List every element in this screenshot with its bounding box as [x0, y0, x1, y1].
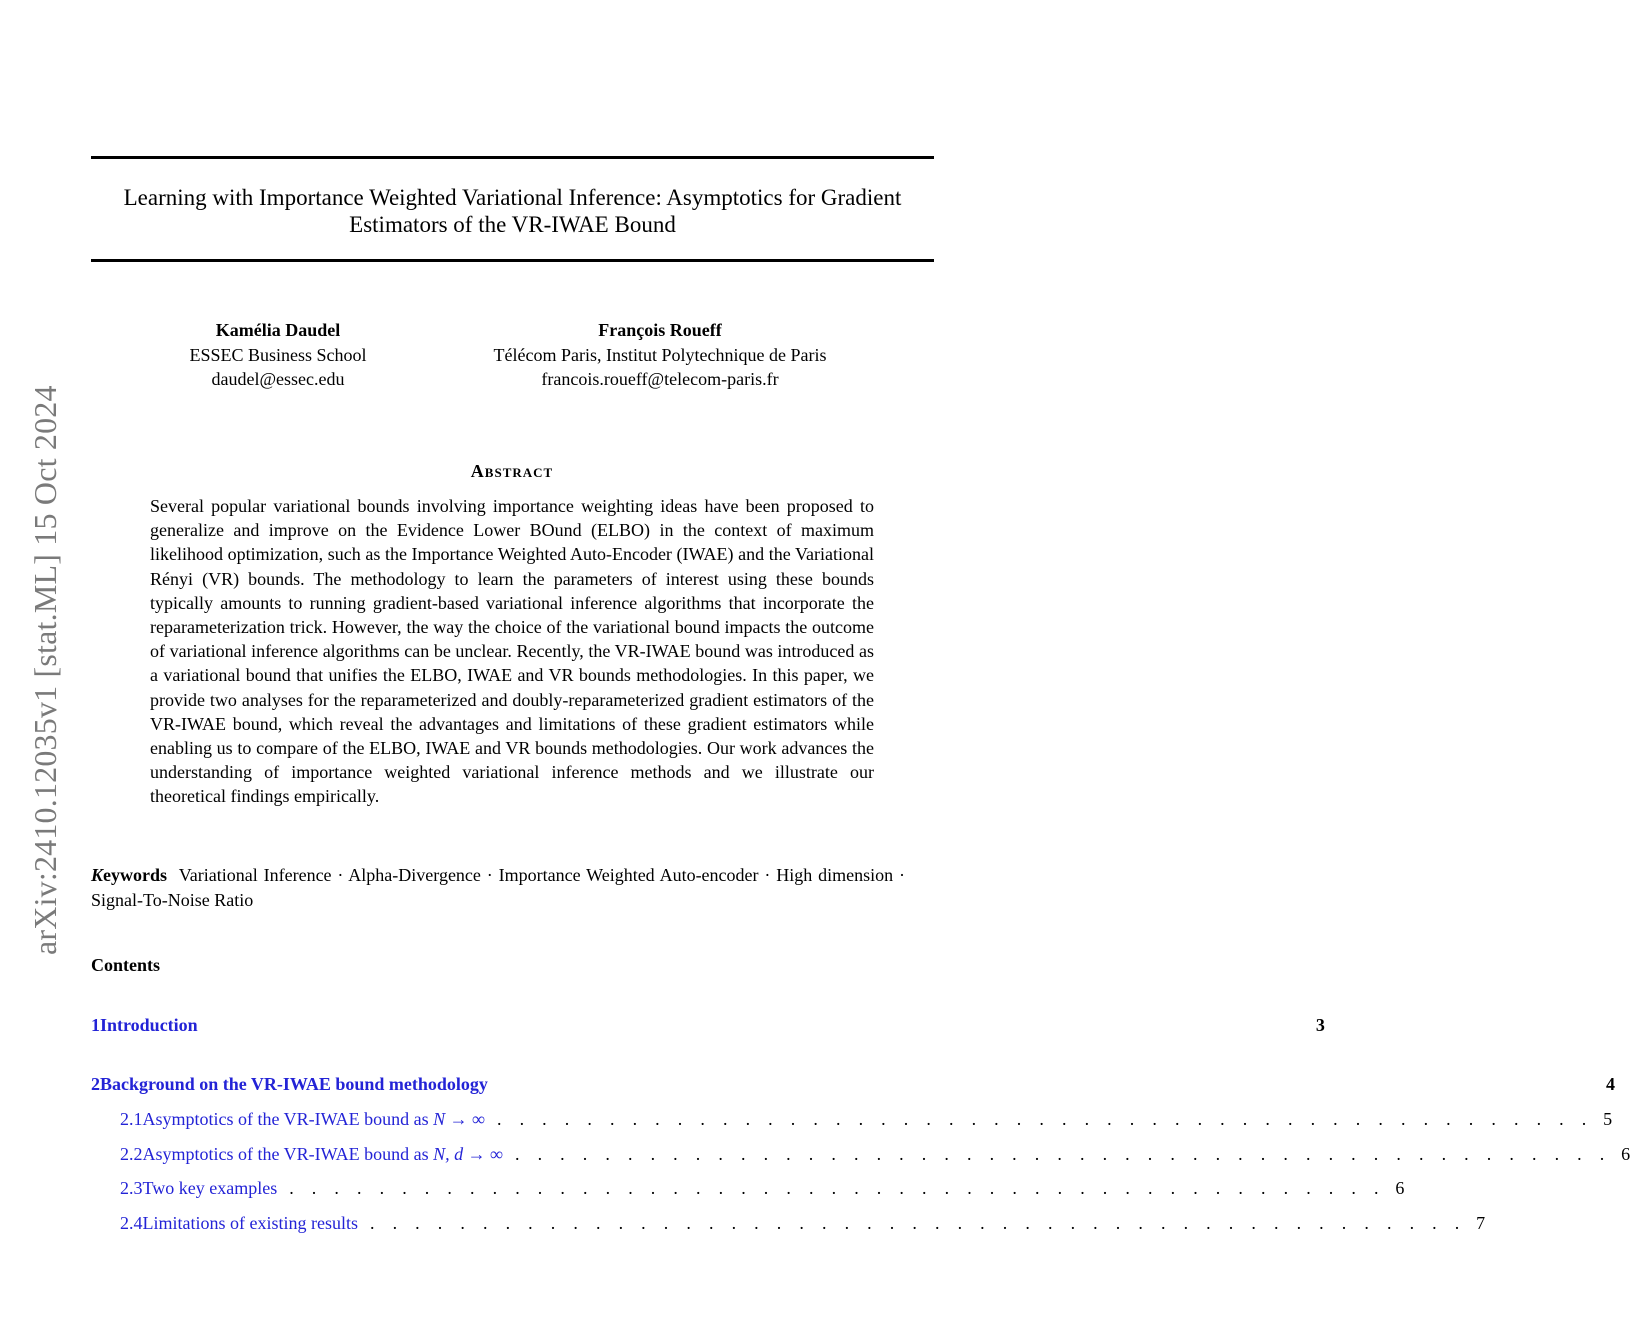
toc-number: 2.1	[120, 1109, 143, 1129]
keywords-label-initial: K	[91, 865, 104, 885]
toc-link-text: Asymptotics of the VR-IWAE bound as	[142, 1109, 429, 1129]
keywords-list: Variational Inference · Alpha-Divergence · Importance Weighted Auto-encoder · High dimension · Signal-To-Noise Ratio	[91, 865, 906, 910]
keywords-label-rest: eywords	[103, 865, 168, 885]
toc-page-number: 3	[1315, 1015, 1325, 1035]
author-block	[128, 318, 428, 392]
toc-leader: . . . . . . . . . . . . . . . . . . . . . . . . . . . . . . . . . . . . . . . . . . . . . . . . .	[289, 1178, 1386, 1198]
toc-page-number: 5	[1603, 1109, 1613, 1129]
author-affiliation: Télécom Paris, Institut Polytechnique de Paris	[493, 344, 827, 365]
toc-entry-asymptotics-nd[interactable]	[91, 1142, 1630, 1166]
toc-page-number: 4	[1606, 1074, 1616, 1094]
toc-page-number: 6	[1395, 1178, 1405, 1198]
toc-page-number: 6	[1621, 1144, 1630, 1164]
toc-number: 2.2	[120, 1144, 143, 1164]
abstract-heading: Abstract	[470, 461, 554, 481]
toc-number: 2.3	[120, 1178, 143, 1198]
toc-number: 2.4	[120, 1213, 143, 1233]
toc-link[interactable]: Introduction	[100, 1015, 198, 1035]
toc-leader: . . . . . . . . . . . . . . . . . . . . . . . . . . . . . . . . . . . . . . . . . . . . . . . . .	[369, 1213, 1467, 1233]
keywords	[91, 863, 905, 912]
title-bottom-rule	[91, 259, 934, 262]
toc-entry-introduction[interactable]	[91, 1013, 1325, 1037]
paper-title: Learning with Importance Weighted Variational Inference: Asymptotics for Gradient Estimators of the VR-IWAE Bound	[123, 185, 902, 237]
toc-number: 2	[91, 1074, 100, 1094]
title-top-rule	[91, 156, 934, 159]
author-email: daudel@essec.edu	[211, 369, 345, 389]
toc-math: N → ∞	[433, 1109, 485, 1129]
toc-link-text: Asymptotics of the VR-IWAE bound as	[142, 1144, 429, 1164]
toc-entry-background[interactable]	[91, 1072, 1616, 1096]
abstract-body: Several popular variational bounds involving importance weighting ideas have been proposed to generalize and improve on the Evidence Lower BOund (ELBO) in the context of maximum likelihood optimization, such as the Importance Weighted Auto-Encoder (IWAE) and the Variational Rényi (VR) bounds. The methodology to learn the parameters of interest using these bounds typically amounts to running gradient-based variational inference algorithms that incorporate the reparameterization trick. However, the way the choice of the variational bound impacts the outcome of variational inference algorithms can be unclear. Recently, the VR-IWAE bound was introduced as a variational bound that unifies the ELBO, IWAE and VR bounds methodologies. In this paper, we provide two analyses for the reparameterized and doubly-reparameterized gradient estimators of the VR-IWAE bound, which reveal the advantages and limitations of these gradient estimators while enabling us to compare of the ELBO, IWAE and VR bounds methodologies. Our work advances the understanding of importance weighted variational inference methods and we illustrate our theoretical findings empirically.	[150, 496, 874, 807]
contents-heading: Contents	[91, 955, 161, 975]
toc-link[interactable]	[143, 1142, 503, 1166]
arxiv-identifier: arXiv:2410.12035v1 [stat.ML] 15 Oct 2024	[27, 385, 63, 955]
toc-number: 1	[91, 1015, 100, 1035]
toc-entry-asymptotics-n[interactable]	[91, 1107, 1613, 1131]
toc-link[interactable]: Two key examples	[142, 1178, 278, 1198]
keywords-label	[91, 865, 167, 885]
toc-math: N, d → ∞	[433, 1144, 503, 1164]
toc-link[interactable]	[143, 1107, 485, 1131]
toc-link[interactable]: Limitations of existing results	[142, 1213, 358, 1233]
author-name: Kamélia Daudel	[215, 320, 341, 340]
author-name: François Roueff	[598, 320, 722, 340]
author-block	[430, 318, 890, 392]
toc-leader: . . . . . . . . . . . . . . . . . . . . . . . . . . . . . . . . . . . . . . . . . . . . . . . . .	[514, 1144, 1612, 1164]
author-affiliation: ESSEC Business School	[189, 344, 367, 365]
toc-page-number: 7	[1476, 1213, 1486, 1233]
toc-entry-two-key-examples[interactable]	[91, 1176, 1405, 1200]
author-email: francois.roueff@telecom-paris.fr	[541, 369, 779, 389]
toc-entry-limitations[interactable]	[91, 1211, 1486, 1235]
toc-link[interactable]: Background on the VR-IWAE bound methodology	[100, 1074, 488, 1094]
toc-leader: . . . . . . . . . . . . . . . . . . . . . . . . . . . . . . . . . . . . . . . . . . . . . . . . .	[496, 1109, 1594, 1129]
